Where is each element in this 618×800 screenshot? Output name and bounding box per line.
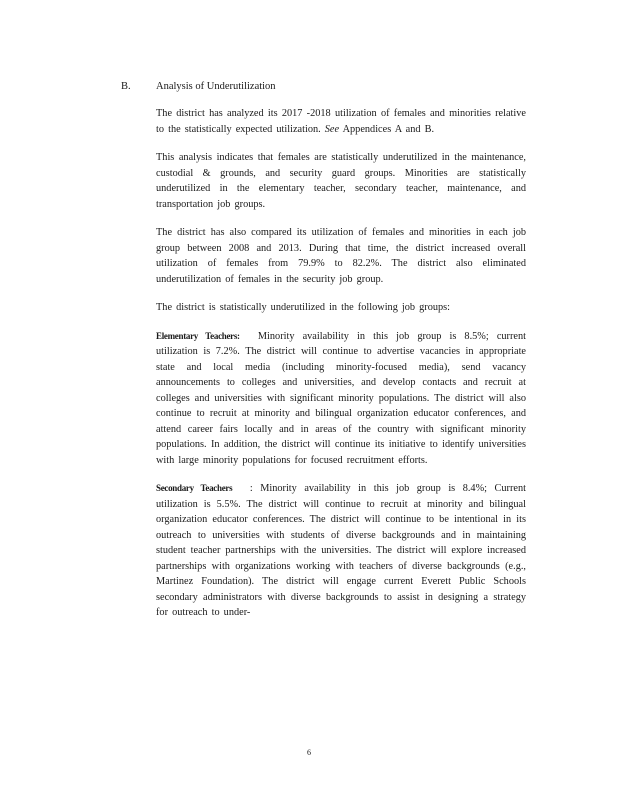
paragraph-comparison: The district has also compared its utilization of females and minorities in each job group between 2008 and 2013. During that time, the district increased overall utilization of females from 79.9% to 82.2%. The district also eliminated underutilization of females in the security job group. bbox=[156, 227, 526, 285]
paragraph-elementary-teachers bbox=[156, 329, 526, 469]
paragraph-underutilized-intro: The district is statistically underutilized in the following job groups: bbox=[156, 302, 451, 313]
elementary-teachers-text: Minority availability in this job group is 8.5%; current utilization is 7.2%. The district will continue to advertise vacancies in appropriate state and local media (including minority-focused media), send vacancy announcements to colleges and universities, and develop contacts and recruit at colleges and universities with significant minority populations. The district will also continue to recruit at minority and bilingual organization educator conferences, and attend career fairs locally and in areas of the country with significant minority populations. In addition, the district will continue its initiative to identify universities with large minority populations for focused recruitment efforts. bbox=[156, 330, 526, 466]
elementary-teachers-lead: Elementary Teachers: bbox=[156, 330, 240, 341]
section-title: Analysis of Underutilization bbox=[156, 81, 276, 92]
see-reference: See bbox=[324, 123, 340, 135]
paragraph-analysis: This analysis indicates that females are statistically underutilized in the maintenance, custodial & grounds, and security guard groups. Minorities are statistically underutilized in the elementary teacher, secondary teacher, maintenance, and transportation job groups. bbox=[156, 152, 526, 210]
body-text bbox=[156, 106, 526, 634]
section-letter: B. bbox=[121, 81, 131, 92]
paragraph-secondary-teachers bbox=[156, 481, 526, 621]
paragraph-utilization bbox=[156, 106, 526, 137]
paragraph-utilization-text: The district has analyzed its 2017 -2018 utilization of females and minorities relative to the statistically expected utilization. bbox=[156, 108, 526, 135]
secondary-teachers-lead: Secondary Teachers bbox=[156, 483, 233, 493]
secondary-teachers-text: : Minority availability in this job group is 8.4%; Current utilization is 5.5%. The district will continue to recruit at minority and bilingual organization educator conferences. The district will continue to be intentional in its outreach to universities with students of diverse backgrounds and in maintaining student teacher partnerships with the universities. The district will explore increased partnerships with organizations working with teachers of diverse backgrounds (e.g., Martinez Foundation). The district will engage current Everett Public Schools secondary administrators with diverse backgrounds to assist in designing a strategy for outreach to under- bbox=[156, 483, 526, 618]
section-heading bbox=[121, 80, 276, 94]
page-number: 6 bbox=[307, 748, 311, 757]
appendices-reference: Appendices A and B. bbox=[342, 123, 435, 135]
